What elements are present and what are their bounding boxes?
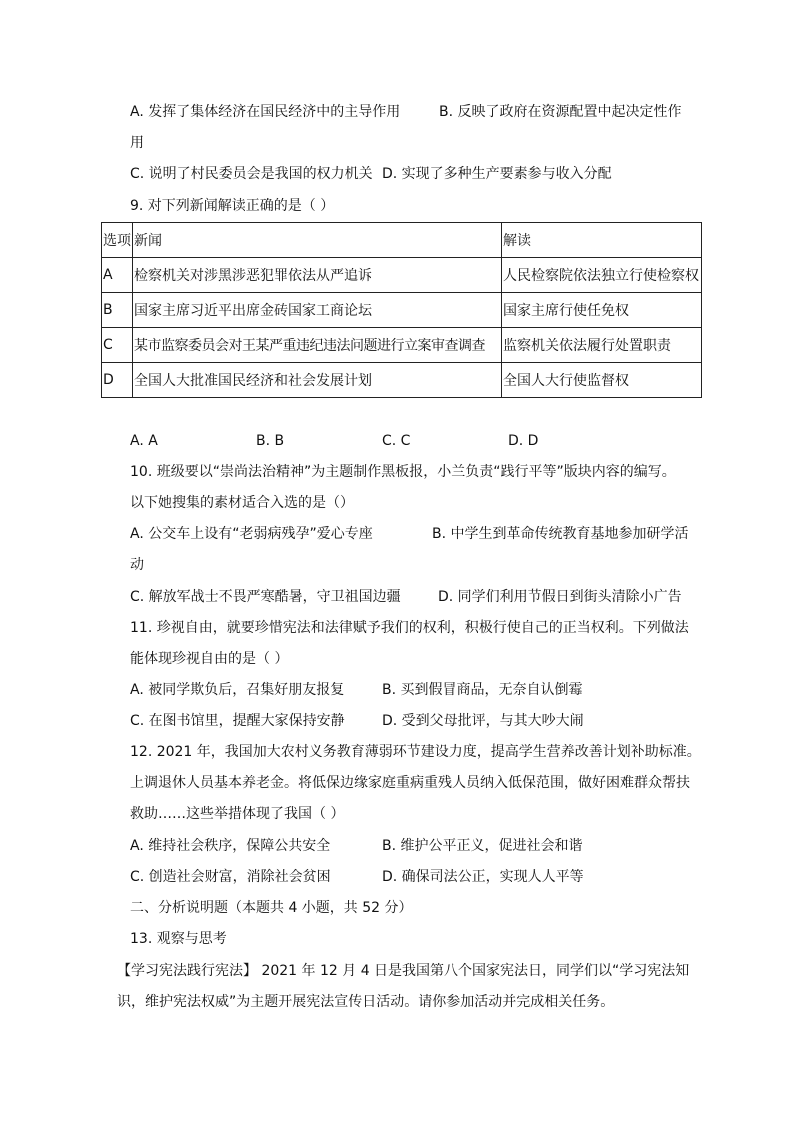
- q11-option-b: B. 买到假冒商品，无奈自认倒霉: [382, 682, 583, 698]
- q12-stem-line-3: 救助……这些举措体现了我国（ ）: [130, 806, 345, 822]
- q12-option-b: B. 维护公平正义，促进社会和谐: [382, 838, 583, 854]
- q12-option-c: C. 创造社会财富，消除社会贫困: [130, 869, 331, 885]
- table-row: [102, 363, 702, 398]
- q10-stem-line-1: 10. 班级要以“崇尚法治精神”为主题制作黑板报，小兰负责“践行平等”版块内容的编写。: [130, 464, 676, 480]
- table-row: [102, 328, 702, 363]
- table-header-cell: 新闻: [133, 223, 502, 258]
- q12-stem-line-2: 上调退休人员基本养老金。将低保边缘家庭重病重残人员纳入低保范围，做好困难群众帮扶: [130, 775, 690, 791]
- q10-option-c: C. 解放军战士不畏严寒酷暑，守卫祖国边疆: [130, 589, 401, 605]
- table-cell: 某市监察委员会对王某严重违纪违法问题进行立案审查调查: [133, 328, 502, 363]
- q9-stem: 9. 对下列新闻解读正确的是（ ）: [130, 198, 335, 214]
- q9-option-a: A. A: [130, 433, 158, 449]
- q10-option-b-continuation: 动: [130, 557, 144, 573]
- q11-stem-line-2: 能体现珍视自由的是（ ）: [130, 651, 289, 667]
- table-row: [102, 293, 702, 328]
- table-header-cell: 解读: [502, 223, 702, 258]
- q8-option-d: D. 实现了多种生产要素参与收入分配: [382, 166, 612, 182]
- q10-option-d: D. 同学们利用节假日到街头清除小广告: [438, 589, 682, 605]
- table-cell: 国家主席习近平出席金砖国家工商论坛: [133, 293, 502, 328]
- q10-option-b: B. 中学生到革命传统教育基地参加研学活: [432, 526, 689, 542]
- table-header-row: [102, 223, 702, 258]
- table-cell: 全国人大批准国民经济和社会发展计划: [133, 363, 502, 398]
- q13-paragraph-line-1: 【学习宪法践行宪法】 2021 年 12 月 4 日是我国第八个国家宪法日，同学们以“学习宪法知: [117, 963, 690, 979]
- q11-stem-line-1: 11. 珍视自由，就要珍惜宪法和法律赋予我们的权利，积极行使自己的正当权利。下列做法: [130, 620, 689, 636]
- table-cell: B: [102, 293, 133, 328]
- q9-option-b: B. B: [256, 433, 285, 449]
- table-cell: D: [102, 363, 133, 398]
- q12-stem-line-1: 12. 2021 年，我国加大农村义务教育薄弱环节建设力度，提高学生营养改善计划补助标准。: [130, 744, 701, 760]
- table-cell: 国家主席行使任免权: [502, 293, 702, 328]
- table-header-cell: 选项: [102, 223, 133, 258]
- q12-option-d: D. 确保司法公正，实现人人平等: [382, 869, 584, 885]
- q9-news-table: [101, 222, 702, 398]
- q11-option-c: C. 在图书馆里，提醒大家保持安静: [130, 713, 345, 729]
- q11-option-a: A. 被同学欺负后，召集好朋友报复: [130, 682, 345, 698]
- q10-stem-line-2: 以下她搜集的素材适合入选的是（）: [130, 495, 354, 511]
- q10-option-a: A. 公交车上设有“老弱病残孕”爱心专座: [130, 526, 373, 542]
- table-cell: 全国人大行使监督权: [502, 363, 702, 398]
- table-row: [102, 258, 702, 293]
- q9-option-c: C. C: [382, 433, 411, 449]
- q8-option-b-continuation: 用: [130, 135, 144, 151]
- q13-stem: 13. 观察与思考: [130, 931, 227, 947]
- q12-option-a: A. 维持社会秩序，保障公共安全: [130, 838, 331, 854]
- q8-option-b: B. 反映了政府在资源配置中起决定性作: [439, 104, 682, 120]
- q13-paragraph-line-2: 识，维护宪法权威”为主题开展宪法宣传日活动。请你参加活动并完成相关任务。: [117, 994, 615, 1010]
- table-cell: 检察机关对涉黑涉恶犯罪依法从严追诉: [133, 258, 502, 293]
- q8-option-c: C. 说明了村民委员会是我国的权力机关: [130, 166, 373, 182]
- q9-option-d: D. D: [508, 433, 539, 449]
- table-cell: 监察机关依法履行处置职责: [502, 328, 702, 363]
- q8-option-a: A. 发挥了集体经济在国民经济中的主导作用: [130, 104, 401, 120]
- section-heading: 二、分析说明题（本题共 4 小题，共 52 分）: [130, 900, 413, 916]
- table-cell: A: [102, 258, 133, 293]
- table-cell: 人民检察院依法独立行使检察权: [502, 258, 702, 293]
- q11-option-d: D. 受到父母批评，与其大吵大闹: [382, 713, 584, 729]
- table-cell: C: [102, 328, 133, 363]
